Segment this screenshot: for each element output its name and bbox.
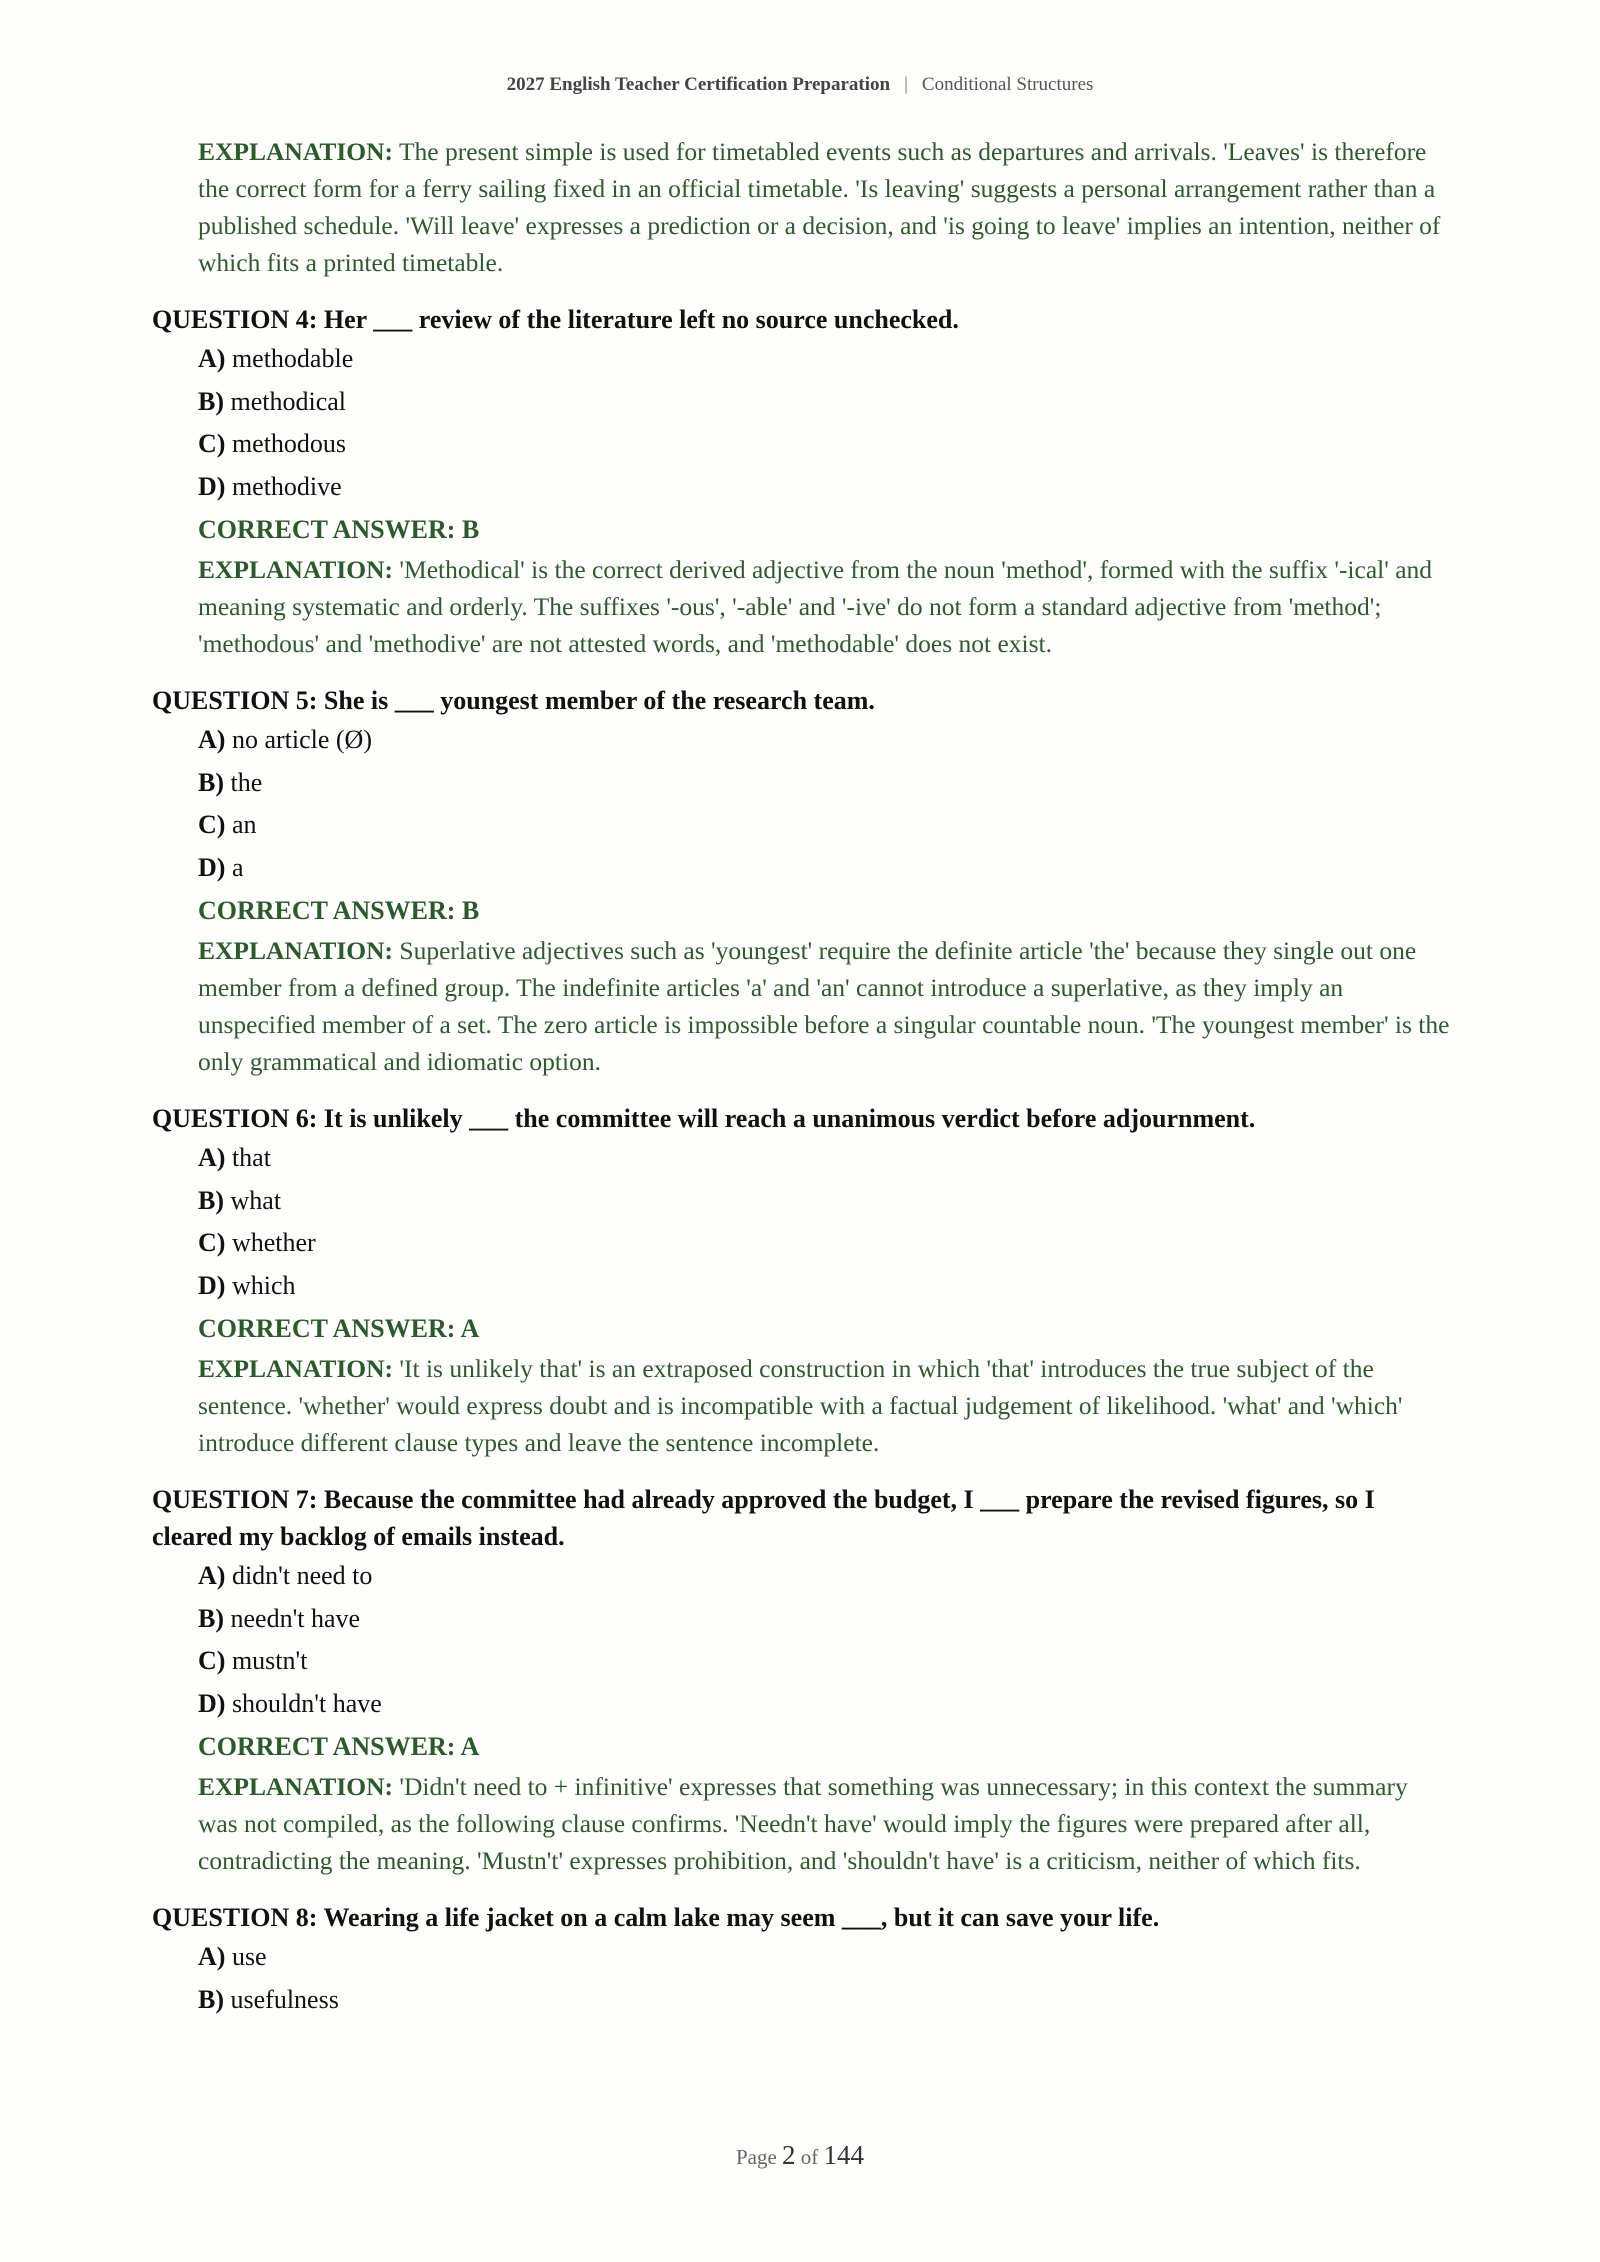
option-b — [198, 762, 1452, 805]
option-text: methodive — [231, 471, 342, 501]
option-text: no article (Ø) — [231, 725, 372, 754]
option-letter: C) — [198, 810, 226, 839]
option-text: usefulness — [230, 1984, 339, 2014]
explanation-label: EXPLANATION: — [198, 936, 394, 965]
explanation-label: EXPLANATION: — [198, 555, 394, 584]
option-letter: C) — [198, 1646, 226, 1675]
correct-answer: CORRECT ANSWER: A — [198, 1314, 480, 1343]
explanation — [198, 1768, 1452, 1879]
option-list — [198, 338, 1452, 508]
page-number: 2 — [782, 2140, 796, 2170]
explanation — [198, 133, 1452, 281]
option-text: methodical — [230, 386, 347, 416]
option-text: that — [231, 1143, 271, 1172]
option-d — [198, 1265, 1452, 1308]
option-letter: A) — [198, 725, 226, 754]
question-5 — [152, 682, 1452, 1080]
option-d — [198, 466, 1452, 509]
question-7 — [152, 1481, 1452, 1879]
page-content — [152, 133, 1452, 2021]
option-b — [198, 1180, 1452, 1223]
explanation — [198, 932, 1452, 1080]
option-text: didn't need to — [231, 1561, 373, 1590]
option-text: use — [231, 1942, 267, 1971]
page-word: Page — [735, 2145, 777, 2169]
option-text: a — [231, 852, 244, 882]
option-text: methodable — [231, 344, 354, 373]
option-d — [198, 847, 1452, 890]
option-letter: A) — [198, 1942, 226, 1971]
explanation-text: The present simple is used for timetabled events such as departures and arrivals. 'Leaves' is therefore the correct form for a ferry sailing fixed in an official timetable. 'Is leaving' suggests a personal arrangement rather than a published schedule. 'Will leave' expresses a prediction or a decision, and 'is going to leave' implies an intention, neither of which fits a printed timetable. — [198, 137, 1441, 277]
option-letter: A) — [198, 344, 226, 373]
option-letter: C) — [198, 429, 226, 458]
option-text: the — [230, 767, 263, 797]
option-letter: D) — [198, 1688, 226, 1718]
option-letter: D) — [198, 852, 226, 882]
option-letter: D) — [198, 1270, 226, 1300]
explanation-text: Superlative adjectives such as 'youngest' require the definite article 'the' because they single out one member from a defined group. The indefinite articles 'a' and 'an' cannot introduce a superlative, as they imply an unspecified member of a set. The zero article is impossible before a singular countable noun. 'The youngest member' is the only grammatical and idiomatic option. — [198, 936, 1450, 1076]
explanation — [198, 1350, 1452, 1461]
option-c — [198, 1222, 1452, 1265]
section-title: Conditional Structures — [921, 74, 1094, 95]
option-list — [198, 1936, 1452, 2021]
option-text: methodous — [231, 429, 347, 458]
option-list — [198, 1555, 1452, 1725]
header-separator: | — [904, 74, 908, 95]
option-b — [198, 381, 1452, 424]
option-a — [198, 719, 1452, 762]
option-list — [198, 719, 1452, 889]
option-c — [198, 423, 1452, 466]
document-title: 2027 English Teacher Certification Preparation — [506, 74, 891, 95]
page-header — [0, 74, 1600, 96]
option-b — [198, 1979, 1452, 2022]
question-text: QUESTION 8: Wearing a life jacket on a calm lake may seem ___, but it can save your life. — [152, 1903, 1160, 1932]
of-word: of — [800, 2145, 819, 2169]
explanation-label: EXPLANATION: — [198, 137, 394, 166]
option-a — [198, 1555, 1452, 1598]
option-list — [198, 1137, 1452, 1307]
correct-answer: CORRECT ANSWER: A — [198, 1732, 480, 1761]
option-letter: D) — [198, 471, 226, 501]
option-letter: B) — [198, 1185, 224, 1215]
explanation-text: 'It is unlikely that' is an extraposed construction in which 'that' introduces the true subject of the sentence. 'whether' would express doubt and is incompatible with a factual judgement of likelihood. 'what' and 'which' introduce different clause types and leave the sentence incomplete. — [198, 1354, 1403, 1457]
explanation-text: 'Methodical' is the correct derived adjective from the noun 'method', formed with the suffix '-ical' and meaning systematic and orderly. The suffixes '-ous', '-able' and '-ive' do not form a standard adjective from 'method'; 'methodous' and 'methodive' are not attested words, and 'methodable' does not exist. — [198, 555, 1433, 658]
correct-answer: CORRECT ANSWER: B — [198, 896, 480, 925]
correct-answer: CORRECT ANSWER: B — [198, 515, 480, 544]
option-letter: B) — [198, 1984, 224, 2014]
option-text: mustn't — [231, 1646, 308, 1675]
option-a — [198, 1936, 1452, 1979]
option-c — [198, 1640, 1452, 1683]
option-letter: B) — [198, 1603, 224, 1633]
option-letter: B) — [198, 767, 224, 797]
question-text: QUESTION 7: Because the committee had already approved the budget, I ___ prepare the revised figures, so I cleared my backlog of emails instead. — [152, 1485, 1375, 1551]
question-6 — [152, 1100, 1452, 1461]
option-text: shouldn't have — [231, 1688, 382, 1718]
option-a — [198, 1137, 1452, 1180]
option-letter: A) — [198, 1143, 226, 1172]
option-c — [198, 804, 1452, 847]
option-text: an — [231, 810, 257, 839]
question-text: QUESTION 4: Her ___ review of the literature left no source unchecked. — [152, 305, 959, 334]
option-a — [198, 338, 1452, 381]
question-text: QUESTION 5: She is ___ youngest member of the research team. — [152, 686, 875, 715]
explanation-text: 'Didn't need to + infinitive' expresses that something was unnecessary; in this context the summary was not compiled, as the following clause confirms. 'Needn't have' would imply the figures were prepared after all, contradicting the meaning. 'Mustn't' expresses prohibition, and 'shouldn't have' is a criticism, neither of which fits. — [198, 1772, 1408, 1875]
explanation-label: EXPLANATION: — [198, 1354, 394, 1383]
question-4 — [152, 301, 1452, 662]
option-letter: B) — [198, 386, 224, 416]
total-pages: 144 — [823, 2140, 865, 2170]
option-d — [198, 1683, 1452, 1726]
option-text: which — [231, 1270, 296, 1300]
option-letter: C) — [198, 1228, 226, 1257]
option-b — [198, 1598, 1452, 1641]
option-letter: A) — [198, 1561, 226, 1590]
explanation — [198, 551, 1452, 662]
page-footer — [0, 2140, 1600, 2171]
option-text: what — [230, 1185, 282, 1215]
question-text: QUESTION 6: It is unlikely ___ the committee will reach a unanimous verdict before adjournment. — [152, 1104, 1256, 1133]
option-text: whether — [231, 1228, 316, 1257]
option-text: needn't have — [230, 1603, 361, 1633]
question-8 — [152, 1899, 1452, 2021]
explanation-label: EXPLANATION: — [198, 1772, 394, 1801]
